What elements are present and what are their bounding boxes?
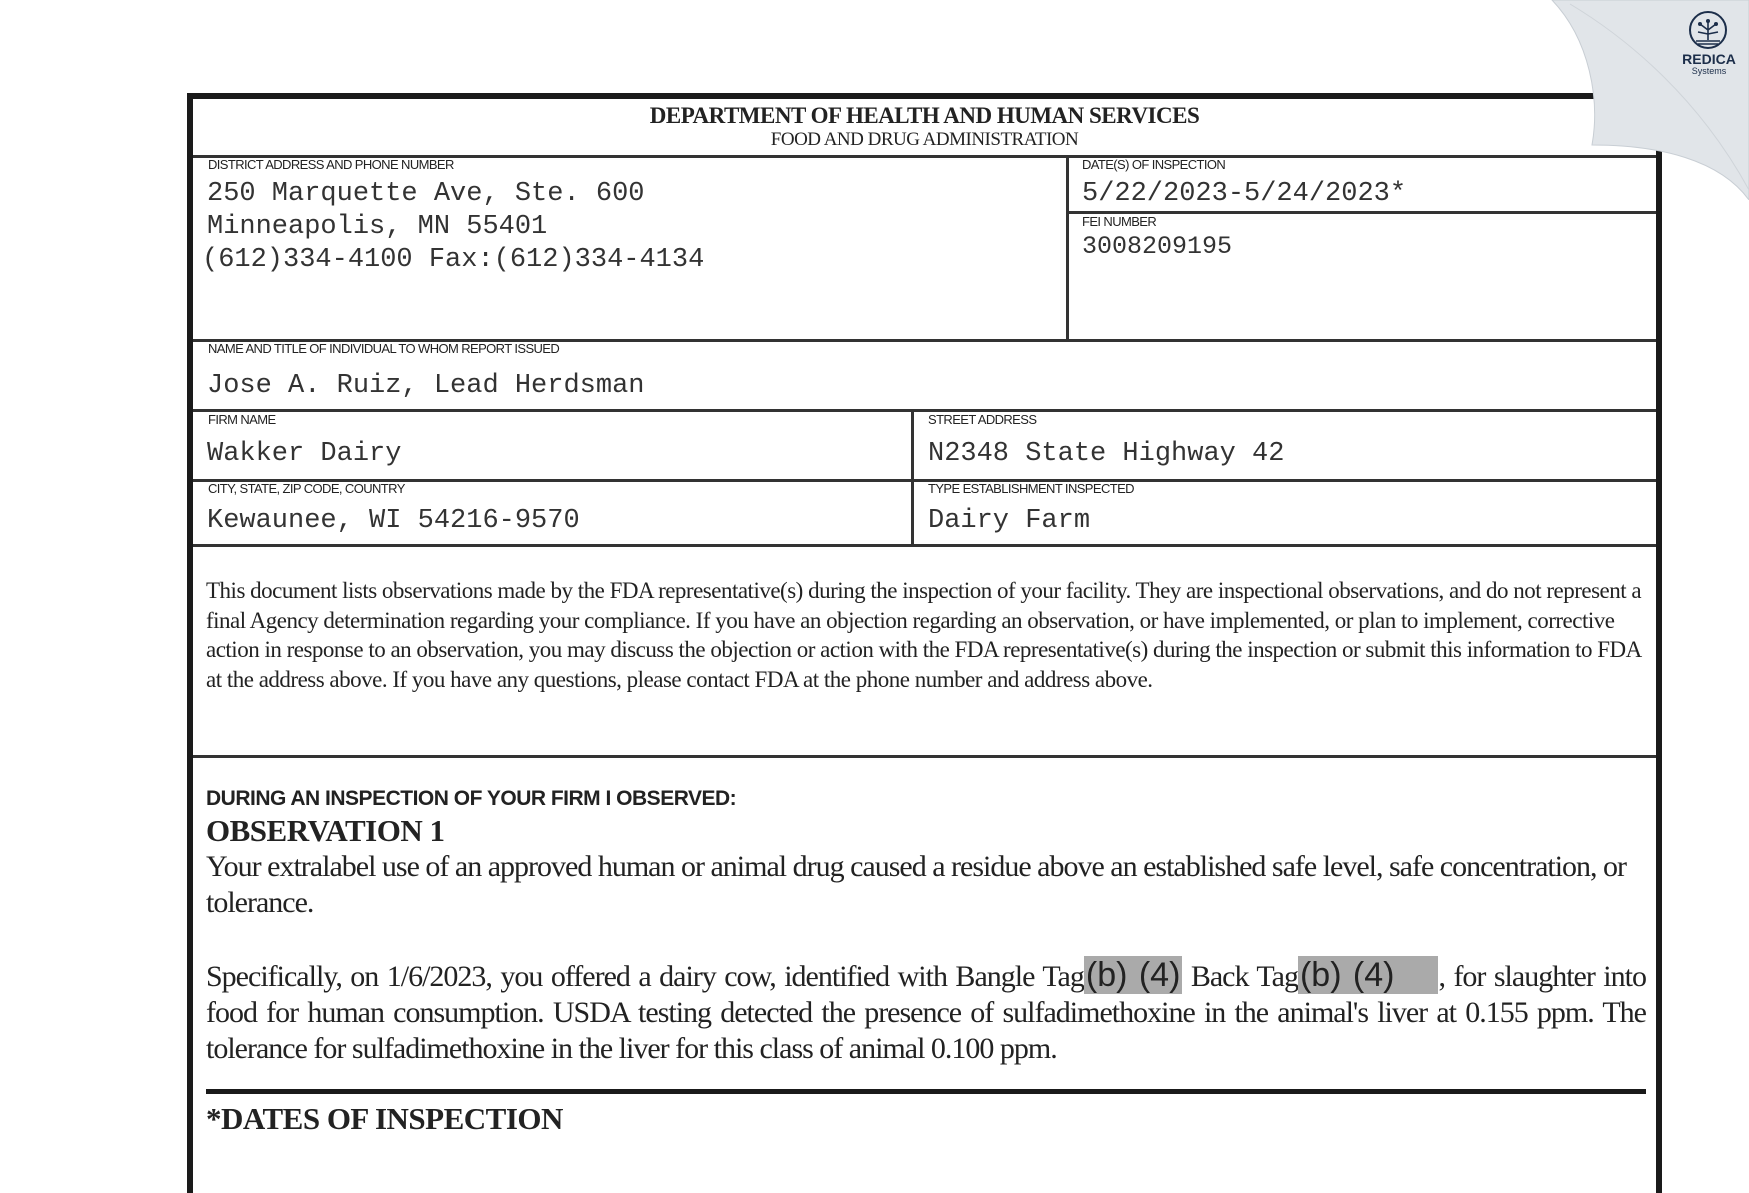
recipient-value: Jose A. Ruiz, Lead Herdsman: [207, 371, 645, 401]
city-label: CITY, STATE, ZIP CODE, COUNTRY: [208, 481, 405, 496]
dates-value: 5/22/2023-5/24/2023*: [1082, 179, 1407, 209]
type-label: TYPE ESTABLISHMENT INSPECTED: [928, 481, 1134, 496]
fei-value: 3008209195: [1082, 232, 1233, 261]
redaction-box: (b) (4): [1085, 956, 1181, 994]
redica-brand: REDICA: [1682, 51, 1736, 67]
divider: [911, 409, 914, 546]
observed-heading: DURING AN INSPECTION OF YOUR FIRM I OBSERVED:: [206, 787, 737, 810]
redaction-box: (b) (4): [1298, 956, 1439, 994]
district-phone: (612)334-4100 Fax:(612)334-4134: [202, 245, 705, 275]
type-value: Dairy Farm: [928, 506, 1091, 536]
detail-text: Specifically, on 1/6/2023, you offered a dairy cow, identified with Bangle Tag: [206, 960, 1084, 993]
divider: [193, 479, 1656, 482]
district-address-line1: 250 Marquette Ave, Ste. 600: [207, 179, 645, 209]
divider: [193, 755, 1656, 758]
divider: [1066, 155, 1069, 341]
section-rule: [206, 1089, 1646, 1094]
district-label: DISTRICT ADDRESS AND PHONE NUMBER: [208, 157, 454, 172]
redica-logo-icon: [1688, 10, 1728, 50]
recipient-label: NAME AND TITLE OF INDIVIDUAL TO WHOM REPORT ISSUED: [208, 341, 560, 356]
divider: [193, 544, 1656, 547]
city-value: Kewaunee, WI 54216-9570: [207, 506, 580, 536]
observation-detail: [206, 957, 1646, 1067]
redica-sub: Systems: [1691, 66, 1727, 76]
disclaimer: This document lists observations made by the FDA representative(s) during the inspection of your facility. They are inspectional observations, and do not represent a final Agency determination regarding your compliance. If you have an objection regarding an observation, or have implemented, or plan to implement, corrective action in response to an observation, you may discuss the objection or action with the FDA representative(s) during the inspection or submit this information to FDA at the address above. If you have any questions, please contact FDA at the phone number and address above.: [206, 578, 1642, 692]
department-title: DEPARTMENT OF HEALTH AND HUMAN SERVICES: [649, 103, 1200, 128]
firm-label: FIRM NAME: [208, 412, 276, 427]
dates-label: DATE(S) OF INSPECTION: [1082, 157, 1226, 172]
detail-text: , for slaughter into food for human consumption. USDA testing detected the presence of sulfadimethoxine in the animal's liver at 0.155 ppm. The tolerance for sulfadimethoxine in the liver for this class of animal 0.100 ppm.: [206, 960, 1646, 1065]
fei-label: FEI NUMBER: [1082, 214, 1157, 229]
firm-value: Wakker Dairy: [207, 439, 402, 469]
detail-text: Back Tag: [1190, 960, 1298, 993]
page-curl-watermark: [1540, 0, 1749, 200]
observation-summary: Your extralabel use of an approved human or animal drug caused a residue above an established safe level, safe concentration, or tolerance.: [206, 850, 1627, 919]
divider: [193, 409, 1656, 412]
district-address-line2: Minneapolis, MN 55401: [207, 212, 548, 242]
dates-footer-heading: *DATES OF INSPECTION: [206, 1101, 563, 1136]
street-label: STREET ADDRESS: [928, 412, 1037, 427]
street-value: N2348 State Highway 42: [928, 439, 1285, 469]
observation-title: OBSERVATION 1: [206, 813, 445, 848]
agency-title: FOOD AND DRUG ADMINISTRATION: [770, 129, 1079, 150]
